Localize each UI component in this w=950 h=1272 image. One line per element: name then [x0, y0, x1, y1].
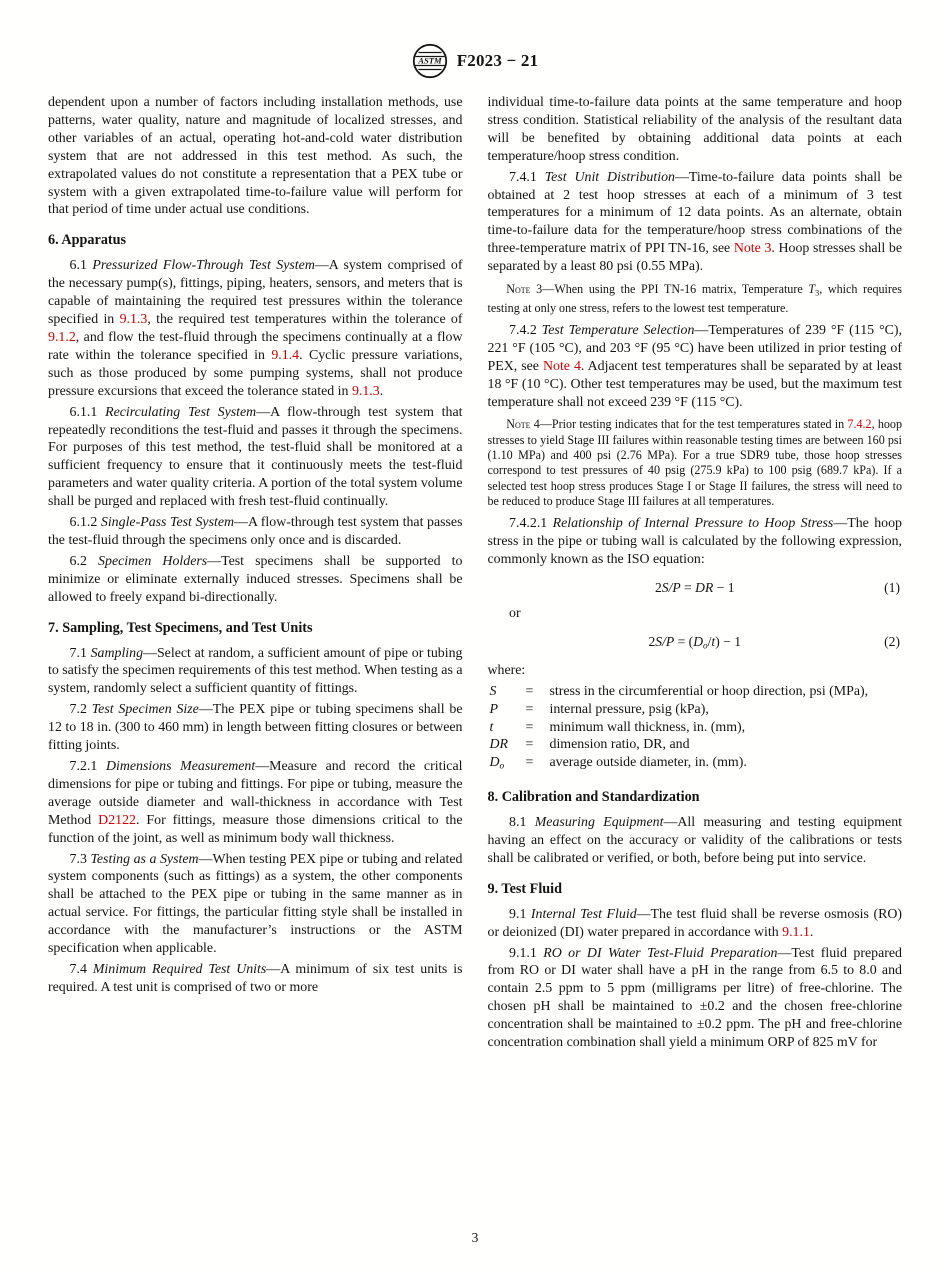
page-header — [48, 42, 902, 80]
text-run: Note 3— — [506, 282, 555, 297]
astm-logo-icon — [412, 43, 448, 79]
symbol-term — [490, 701, 526, 719]
text-run: . Hoop stresses shall be separated by a least 80 psi (0.55 MPa). — [487, 241, 903, 275]
equation-number: (2) — [884, 633, 900, 649]
text-run: 2 — [648, 633, 656, 649]
text-run: —The PEX pipe or tubing specimens shall be 12 to 18 in. (300 to 460 mm) in length between fitting closures or between fitting joints. — [48, 702, 463, 754]
paragraph — [488, 662, 903, 680]
text-run: —Temperatures of 239 °F (115 °C), 221 °F (105 °C), and 203 °F (95 °C) have been utilized in prior testing of PEX, see — [487, 322, 902, 374]
text-run: RO or DI Water Test-Fluid Preparation — [543, 945, 778, 961]
equation-number: (1) — [884, 579, 900, 595]
paragraph — [488, 322, 903, 412]
text-run: Single-Pass Test System — [100, 515, 235, 531]
text-run: 7.2.1 — [69, 759, 106, 774]
symbol-definition: stress in the circumferential or hoop direction, psi (MPa), — [549, 684, 869, 700]
text-run: T — [808, 282, 816, 297]
definition-row — [490, 719, 869, 737]
section-heading: 8. Calibration and Standardization — [487, 788, 700, 805]
text-run: —All measuring and testing equipment having an effect on the accuracy or validity of the calibrations or tests shall be calibrated or verified, or both, before being put into service. — [487, 814, 902, 866]
cross-reference-link[interactable]: Note 3 — [733, 241, 772, 257]
equals-sign: = — [525, 737, 534, 753]
symbol-term — [490, 754, 526, 776]
right-column — [488, 94, 903, 1055]
text-run: Prior testing indicates that for the test temperatures stated in — [551, 417, 848, 432]
paragraph — [488, 94, 903, 166]
text-run: —A flow-through test system that passes the test-fluid through the specimens only once and is discarded. — [48, 515, 463, 548]
text-run: 6.2 — [69, 553, 99, 569]
symbol-definition: minimum wall thickness, in. (mm), — [549, 719, 746, 735]
text-run: t — [489, 719, 494, 735]
symbol-definition: dimension ratio, DR, and — [549, 737, 690, 753]
text-run: 7.4.1 — [509, 169, 545, 185]
equation-body — [649, 634, 742, 649]
text-run: Test Temperature Selection — [541, 322, 695, 338]
symbol-term — [490, 683, 526, 701]
text-run: P — [489, 701, 498, 717]
text-run: where: — [487, 663, 526, 679]
text-run: 2 — [654, 579, 662, 595]
paragraph — [488, 814, 903, 868]
text-run: . Cyclic pressure variations, such as those produced by some pumping systems, shall not produce pressure excursions that exceed the tolerance stated in — [48, 347, 463, 399]
text-run: 9.1.1 — [509, 945, 544, 961]
equals-sign: = — [525, 719, 534, 735]
text-run: —Time-to-failure data points shall be obtained at 2 test hoop stresses at each of a minimum of 3 test temperatures for a minimum of 12 data points. As an alternate, obtain time-to-failure data for the temperature/hoop stress combinations of the three-temperature matrix of PPI TN-16, see — [487, 169, 902, 257]
text-run: 7.4.2 — [509, 322, 542, 338]
text-run: 6.1.2 — [69, 515, 101, 531]
definition-row — [490, 683, 869, 701]
equals-sign: = — [525, 684, 534, 700]
text-run: Sampling — [90, 645, 144, 661]
note-paragraph — [488, 282, 903, 316]
symbol-definition: internal pressure, psig (kPa), — [549, 701, 709, 717]
symbol-term — [490, 719, 526, 737]
equation — [488, 633, 903, 655]
text-run: or — [509, 605, 521, 621]
page-number: 3 — [471, 1230, 479, 1245]
text-run: —When testing PEX pipe or tubing and related system components (such as fittings) as a system, the other components shall be attached to the PEX pipe or tubing in the same manner as in actual service. For fittings, the particular fitting style shall be installed in accordance with the manufacturer’s instructions or the ASTM specification when applicable. — [48, 851, 463, 957]
logo-text: ASTM — [418, 55, 442, 66]
section-heading: 7. Sampling, Test Specimens, and Test Units — [48, 619, 313, 636]
text-run: , and flow the test-fluid through the specimens continually at a flow rate within the tolerance specified in — [48, 329, 463, 363]
paragraph — [48, 961, 463, 997]
paragraph — [48, 94, 463, 219]
text-run: , the required test temperatures within the tolerance of — [147, 312, 463, 328]
text-run: DR — [695, 579, 714, 595]
paragraph — [48, 758, 463, 848]
text-run: 7.2 — [69, 702, 92, 718]
text-run: . Adjacent test temperatures shall be separated by at least 18 °F (10 °C). Other test temperatures may be used, but the maximum test temperature shall not exceed 239 °F (115 °C). — [487, 358, 902, 410]
text-run: dependent upon a number of factors including installation methods, use patterns, water quality, nature and magnitude of localized stresses, and other variables of an actual, operating hot-and-cold water distribution system that are not addressed in this test method. As such, the extrapolated values do not constitute a representation that a PEX tube or system with a given extrapolated time-to-failure value will perform for that period of time under actual use conditions. — [48, 95, 463, 218]
text-run: Note 4— — [506, 417, 552, 432]
text-run: 7.4 — [69, 961, 93, 977]
text-run: . For fittings, measure those dimensions critical to the function of the joint, as well as minimum body wall thickness. — [48, 812, 463, 846]
text-run: = ( — [674, 633, 694, 649]
text-run: —The hoop stress in the pipe or tubing wall is calculated by the following expression, commonly known as the ISO equation: — [487, 516, 902, 568]
text-run: . — [809, 924, 814, 940]
cross-reference-link[interactable]: 9.1.2 — [48, 329, 76, 345]
symbol-definition-list — [490, 683, 869, 776]
text-run: . — [379, 383, 384, 399]
text-run: o — [499, 761, 505, 772]
text-run: , hoop stresses to yield Stage III failures within reasonable testing times are between 160 psi (1.10 MPa) and 400 psi (2.76 MPa). For a true SDR9 tube, those hoop stresses correspond to test pressures of 40 psig (275.9 kPa) to 100 psig (689.7 kPa). If a selected test hoop stress produces Stage I or Stage II failures, the stress will need to be reduced to produce Stage III failures at all temperatures. — [487, 417, 903, 508]
equation — [488, 579, 903, 597]
paragraph — [488, 169, 903, 276]
definition-row — [490, 754, 869, 776]
text-run: − 1 — [713, 579, 735, 595]
paragraph — [48, 701, 463, 755]
text-run: , which requires testing at only one stress, refers to the lowest test temperature. — [487, 282, 903, 315]
text-run: Test Unit Distribution — [544, 169, 675, 185]
text-run: —The test fluid shall be reverse osmosis (RO) or deionized (DI) water prepared in accordance with — [487, 906, 902, 940]
equals-sign: = — [525, 754, 534, 770]
text-run: Dimensions Measurement — [105, 759, 256, 774]
text-run: 9.1 — [509, 906, 531, 922]
text-run: 6.1 — [69, 258, 93, 274]
text-run: 7.3 — [69, 851, 91, 867]
text-run: 8.1 — [509, 814, 535, 830]
text-run: t — [711, 633, 716, 649]
cross-reference-link[interactable]: Note 4 — [542, 358, 581, 374]
text-run: ) − 1 — [715, 633, 741, 649]
definition-row — [490, 736, 869, 754]
document-body — [48, 94, 902, 1055]
paragraph — [48, 851, 463, 958]
text-run: 6.1.1 — [69, 404, 106, 420]
cross-reference-link[interactable]: D2122 — [98, 812, 136, 828]
text-run: —A minimum of six test units is required. A test unit is comprised of two or more — [48, 961, 463, 995]
paragraph — [48, 645, 463, 699]
paragraph — [488, 906, 903, 942]
text-run: S/P — [661, 579, 681, 595]
note-paragraph — [488, 417, 903, 509]
text-run: Recirculating Test System — [105, 404, 257, 420]
text-run: / — [707, 633, 712, 649]
equals-sign: = — [525, 701, 534, 717]
equation-body — [655, 580, 735, 595]
text-run: —A flow-through test system that repeatedly reconditions the test-fluid and passes it through the specimens. For purposes of this test method, the test-fluid shall be monitored at a sufficient frequency to ensure that it continuously meets the test-fluid parameters and water quality criteria. A portion of the total system volume shall be purged and replaced with fresh test-fluid continually. — [48, 404, 463, 510]
text-run: —Test fluid prepared from RO or DI water shall have a pH in the range from 6.5 to 8.0 and contain 2.5 ppm to 5 ppm (milligrams per litre) of free-chlorine. The chosen pH shall be maintained to ±0.2 and the chosen free-chlorine concentration shall be maintained to ±0.2 ppm. The pH and free-chlorine concentration combination shall yield a minimum ORP of 825 mV for — [487, 945, 902, 1051]
cross-reference-link[interactable]: 9.1.4 — [271, 347, 300, 363]
cross-reference-link[interactable]: 9.1.1 — [782, 924, 810, 940]
cross-reference-link[interactable]: 9.1.3 — [351, 383, 380, 399]
text-run: Internal Test Fluid — [530, 906, 637, 922]
section-heading: 9. Test Fluid — [487, 880, 563, 897]
text-run: o — [703, 640, 708, 651]
text-run: D — [693, 633, 704, 649]
text-run: —Select at random, a sufficient amount of pipe or tubing to satisfy the specimen requirements of this test method. When testing as a system, randomly select a sufficient quantity of fittings. — [48, 645, 463, 697]
text-run: —Measure and record the critical dimensions for pipe or tubing and fittings. For pipe or tubing, measure the average outside diameter and wall-thickness in accordance with Test Method — [48, 759, 463, 828]
text-run: —A system comprised of the necessary pump(s), fittings, piping, heaters, sensors, and meters that is capable of maintaining the required test pressures within the tolerance specified in — [48, 258, 463, 328]
paragraph — [48, 553, 463, 607]
cross-reference-link[interactable]: 7.4.2 — [847, 417, 872, 432]
definition-row — [490, 701, 869, 719]
symbol-term — [490, 736, 526, 754]
paragraph — [488, 515, 903, 569]
paragraph — [48, 404, 463, 511]
paragraph — [48, 257, 463, 400]
text-run: = — [680, 579, 696, 595]
section-heading: 6. Apparatus — [48, 232, 127, 249]
symbol-definition: average outside diameter, in. (mm). — [549, 754, 747, 770]
document-number: F2023 − 21 — [456, 51, 539, 70]
text-run: 7.4.2.1 — [509, 516, 553, 532]
left-column — [48, 94, 463, 1055]
cross-reference-link[interactable]: 9.1.3 — [119, 312, 148, 328]
paragraph — [48, 514, 463, 550]
text-run: Measuring Equipment — [534, 814, 664, 830]
page-footer — [0, 1230, 950, 1246]
text-run: Testing as a System — [90, 851, 199, 867]
text-run: individual time-to-failure data points at the same temperature and hoop stress condition. Statistical reliability of the analysis of the resultant data will be benefited by obtaining additional data points at each temperature/hoop stress condition. — [487, 95, 902, 164]
paragraph — [488, 605, 903, 623]
text-run: Pressurized Flow-Through Test System — [92, 258, 315, 274]
text-run: S — [489, 684, 497, 700]
paragraph — [488, 945, 903, 1052]
text-run: DR — [489, 737, 509, 753]
text-run: Minimum Required Test Units — [92, 961, 267, 977]
text-run: D — [489, 754, 500, 770]
text-run: Test Specimen Size — [91, 702, 199, 718]
text-run: 3 — [815, 288, 820, 298]
text-run: When using the PPI TN-16 matrix, Temperature — [554, 282, 809, 297]
text-run: —Test specimens shall be supported to minimize or eliminate externally induced stresses. Specimens shall be allowed to freely expand bi-directionally. — [48, 553, 463, 605]
text-run: S/P — [655, 633, 675, 649]
text-run: 7.1 — [69, 645, 91, 661]
text-run: Relationship of Internal Pressure to Hoop Stress — [552, 516, 834, 532]
text-run: Specimen Holders — [98, 553, 208, 569]
